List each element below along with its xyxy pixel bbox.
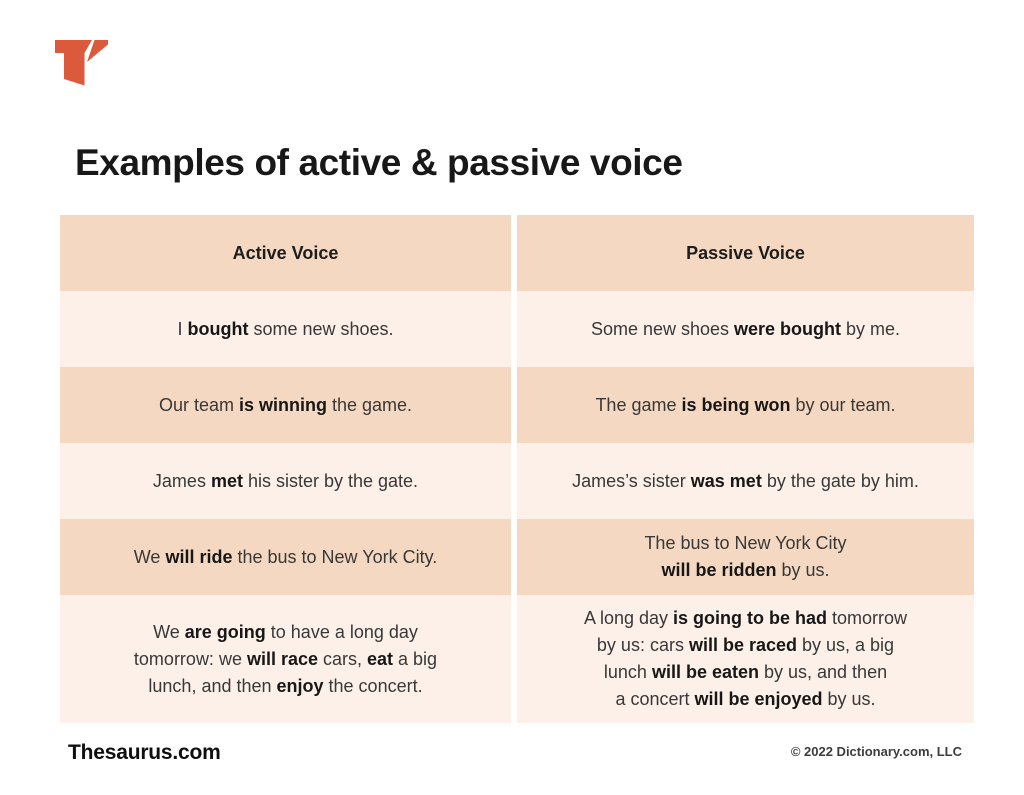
cell-passive-row-4: The bus to New York City will be ridden by us.	[517, 519, 974, 595]
cell-passive-row-1: Some new shoes were bought by me.	[517, 291, 974, 367]
cell-passive-row-3: James’s sister was met by the gate by him.	[517, 443, 974, 519]
footer-brand: Thesaurus.com	[68, 741, 221, 764]
thesaurus-logo-icon	[54, 40, 108, 87]
cell-active-row-1: I bought some new shoes.	[60, 291, 511, 367]
footer-copyright: © 2022 Dictionary.com, LLC	[790, 744, 962, 759]
cell-active-row-5: We are going to have a long day tomorrow: we will race cars, eat a big lunch, and then enjoy the concert.	[60, 595, 511, 723]
column-header-active-voice: Active Voice	[60, 215, 511, 291]
cell-passive-row-5: A long day is going to be had tomorrow by us: cars will be raced by us, a big lunch will be eaten by us, and then a concert will be enjoyed by us.	[517, 595, 974, 723]
cell-active-row-3: James met his sister by the gate.	[60, 443, 511, 519]
page-title: Examples of active & passive voice	[75, 142, 683, 183]
cell-active-row-2: Our team is winning the game.	[60, 367, 511, 443]
column-header-passive-voice: Passive Voice	[517, 215, 974, 291]
cell-passive-row-2: The game is being won by our team.	[517, 367, 974, 443]
cell-active-row-4: We will ride the bus to New York City.	[60, 519, 511, 595]
active-passive-table	[60, 215, 974, 723]
